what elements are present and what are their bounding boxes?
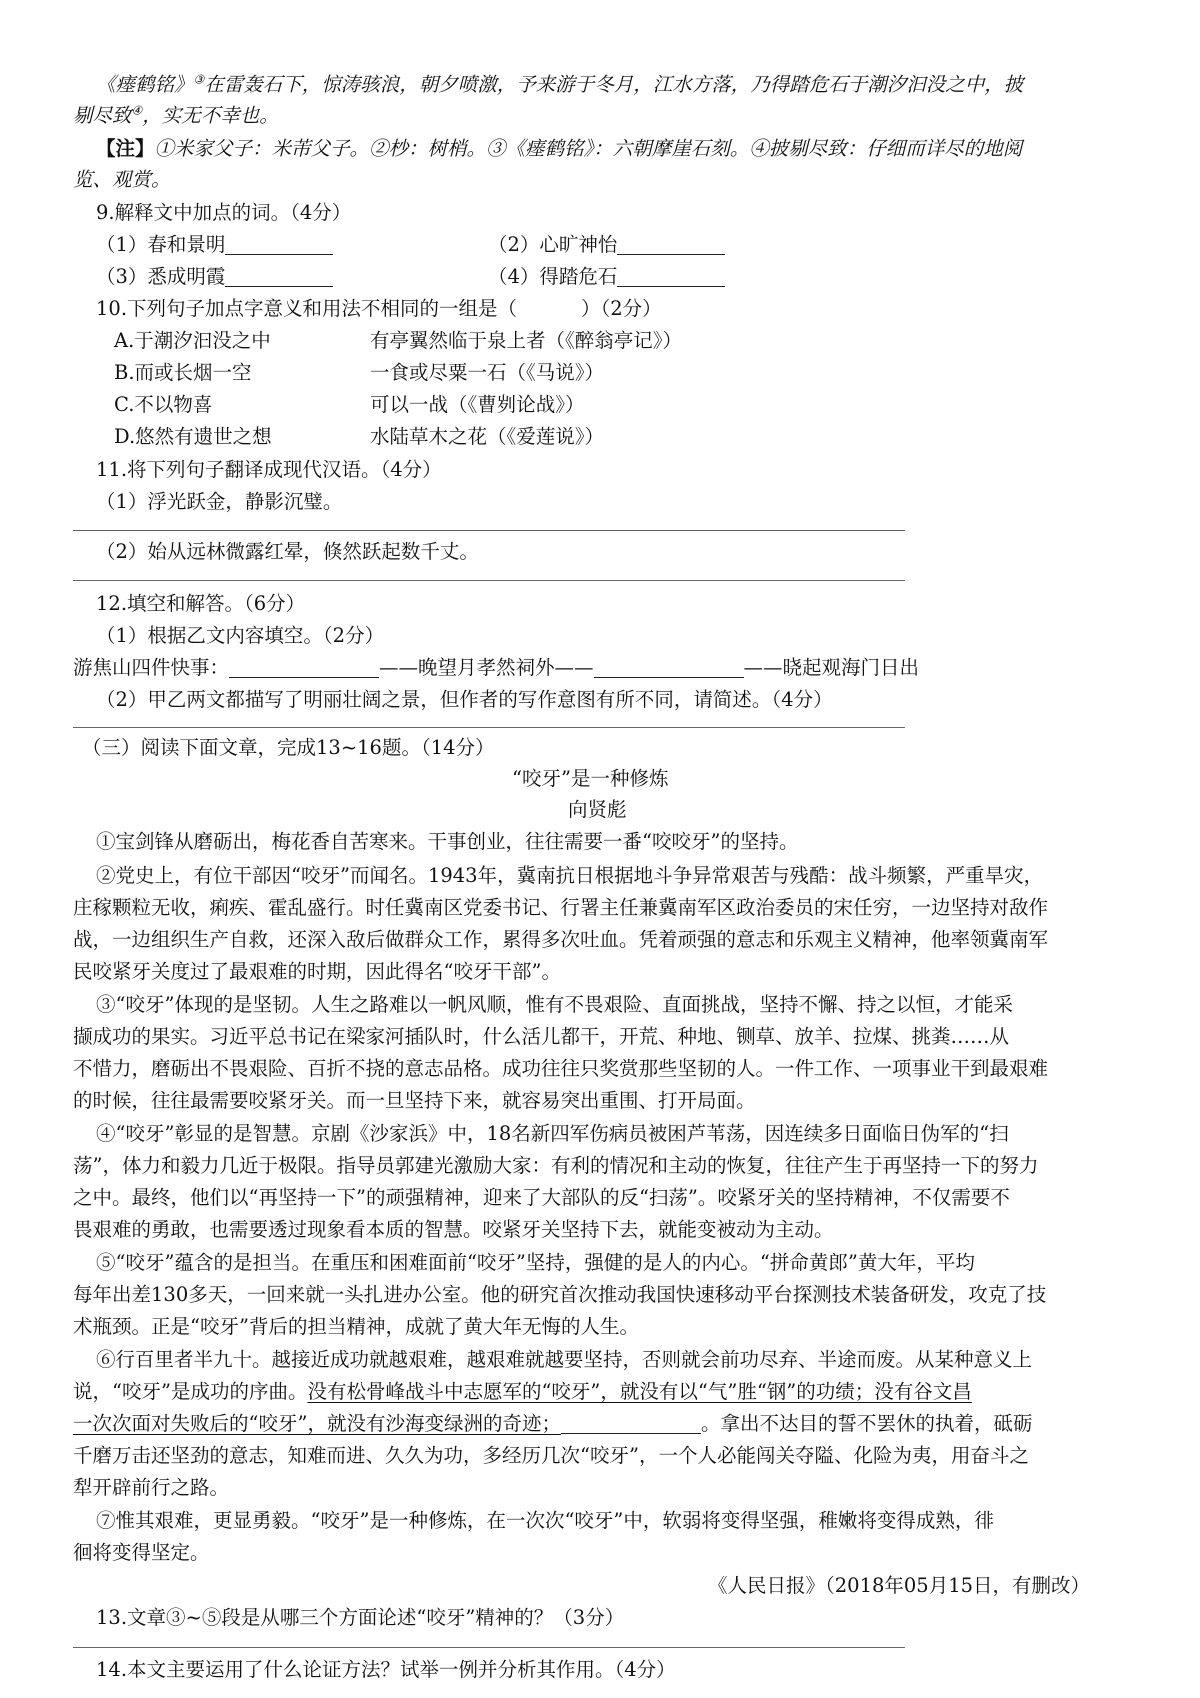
article-p6-line: 千磨万击还坚劲的意志，知难而进、久久为功，多经历几次“咬牙”，一个人必能闯关夺隘、化险为夷，用奋斗之 — [73, 1444, 1029, 1467]
q10-option-d-left: D.悠然有遗世之想 — [114, 425, 272, 448]
q13-answer-line[interactable] — [73, 1647, 905, 1648]
q9-answer-blank-1[interactable] — [225, 232, 333, 255]
article-p6-line: 说，“咬牙”是成功的序曲。没有松骨峰战斗中志愿军的“咬牙”，就没有以“气”胜“钢”的功绩；没有谷文昌 — [73, 1380, 972, 1403]
q10-option-a-right: 有亭翼然临于泉上者（《醉翁亭记》） — [370, 329, 683, 352]
article-p5-line: ⑤“咬牙”蕴含的是担当。在重压和困难面前“咬牙”坚持，强健的是人的内心。“拼命黄郎”黄大年，平均 — [96, 1251, 975, 1274]
q9-item-1: （1）春和景明 — [96, 230, 333, 260]
q9-answer-blank-3[interactable] — [225, 264, 333, 287]
article-author: 向贤彪 — [568, 798, 627, 821]
notes-line-2: 览、观赏。 — [73, 168, 171, 191]
article-p3-line: ③“咬牙”体现的是坚韧。人生之路难以一帆风顺，惟有不畏艰险、直面挑战，坚持不懈、持之以恒，才能采 — [96, 993, 1013, 1016]
article-p4-line: 荡”，体力和毅力几近于极限。指导员郭建光激励大家：有利的情况和主动的恢复，往往产生于再坚持一下的努力 — [73, 1154, 1039, 1177]
q9-answer-blank-2[interactable] — [617, 232, 725, 255]
q11-sentence-1: （1）浮光跃金，静影沉璧。 — [96, 490, 343, 513]
article-p3-line: 不惜力，磨砺出不畏艰险、百折不挠的意志品格。成功往往只奖赏那些坚韧的人。一件工作、一项事业干到最艰难 — [73, 1057, 1049, 1080]
q10-option-b-right: 一食或尽粟一石（《马说》） — [370, 361, 605, 384]
article-p2-line: 战，一边组织生产自救，还深入敌后做群众工作，累得多次吐血。凭着顽强的意志和乐观主义精神，他率领冀南军 — [73, 928, 1049, 951]
article-p7-line: ⑦惟其艰难，更显勇毅。“咬牙”是一种修炼，在一次次“咬牙”中，软弱将变得坚强，稚嫩将变得成熟，徘 — [96, 1509, 994, 1532]
q9-item-3: （3）悉成明霞 — [96, 262, 333, 292]
q10-option-c-left: C.不以物喜 — [114, 393, 213, 416]
imitation-sentence-blank[interactable] — [561, 1411, 701, 1434]
article-p4-line: 畏艰难的勇敢，也需要透过现象看本质的智慧。咬紧牙关坚持下去，就能变被动为主动。 — [73, 1218, 834, 1241]
q12-fill-line: 游焦山四件快事： ——晚望月孝然祠外—— ——晓起观海门日出 — [73, 656, 920, 679]
underlined-sentence: 一次次面对失败后的“咬牙”，就没有沙海变绿洲的奇迹； — [73, 1412, 561, 1435]
article-p4-line: ④“咬牙”彰显的是智慧。京剧《沙家浜》中，18名新四军伤病员被困芦苇荡，因连续多日面临日伪军的“扫 — [96, 1122, 1009, 1145]
article-p6-line: 一次次面对失败后的“咬牙”，就没有沙海变绿洲的奇迹； 。拿出不达目的誓不罢休的执着，砥砺 — [73, 1412, 1033, 1435]
q12-stem: 12.填空和解答。（6分） — [96, 592, 306, 615]
q11-answer-line-2[interactable] — [73, 580, 905, 581]
article-p3-line: 撷成功的果实。习近平总书记在梁家河插队时，什么活儿都干，开荒、种地、铡草、放羊、拉煤、挑粪……从 — [73, 1025, 1010, 1048]
article-p3-line: 的时候，往往最需要咬紧牙关。而一旦坚持下来，就容易突出重围、打开局面。 — [73, 1089, 756, 1112]
article-p5-line: 术瓶颈。正是“咬牙”背后的担当精神，成就了黄大年无悔的人生。 — [73, 1315, 639, 1338]
q11-stem: 11.将下列句子翻译成现代汉语。（4分） — [96, 458, 442, 481]
passage-line-1: 《瘗鹤铭》③在雷轰石下，惊涛骇浪，朝夕喷激，予来游于冬月，江水方落，乃得踏危石于潮汐汩没之中，披 — [96, 72, 1024, 96]
section-3-heading: （三）阅读下面文章，完成13~16题。（14分） — [82, 736, 495, 759]
q9-answer-blank-4[interactable] — [617, 264, 725, 287]
article-p7-line: 徊将变得坚定。 — [73, 1541, 210, 1564]
q12-sub-1: （1）根据乙文内容填空。（2分） — [96, 624, 385, 647]
notes-line-1: 【注】①米家父子：米芾父子。②杪：树梢。③《瘗鹤铭》：六朝摩崖石刻。④披剔尽致：仔细而详尽的地阅 — [96, 137, 1023, 160]
article-p5-line: 每年出差130多天，一回来就一头扎进办公室。他的研究首次推动我国快速移动平台探测技术装备研发，攻克了技 — [73, 1283, 1047, 1306]
q10-stem: 10.下列句子加点字意义和用法不相同的一组是（ ）（2分） — [96, 297, 662, 320]
q12-sub-2: （2）甲乙两文都描写了明丽壮阔之景，但作者的写作意图有所不同，请简述。（4分） — [96, 688, 833, 711]
article-p2-line: 庄稼颗粒无收，痢疾、霍乱盛行。时任冀南区党委书记、行署主任兼冀南军区政治委员的宋任穷，一边坚持对敌作 — [73, 896, 1049, 919]
article-title: “咬牙”是一种修炼 — [512, 767, 669, 790]
article-p2-line: ②党史上，有位干部因“咬牙”而闻名。1943年，冀南抗日根据地斗争异常艰苦与残酷：战斗频繁，严重旱灾， — [96, 864, 1044, 887]
passage-line-2: 剔尽致④，实无不幸也。 — [73, 103, 279, 127]
q10-option-c-right: 可以一战（《曹刿论战》） — [370, 393, 585, 416]
article-p6-line: ⑥行百里者半九十。越接近成功就越艰难，越艰难就越要坚持，否则就会前功尽弃、半途而废。从某种意义上 — [96, 1348, 1033, 1371]
q9-item-2: （2）心旷神怡 — [488, 230, 725, 260]
q10-option-d-right: 水陆草木之花（《爱莲说》） — [370, 425, 605, 448]
q14-stem: 14.本文主要运用了什么论证方法？试举一例并分析其作用。（4分） — [96, 1658, 676, 1681]
q9-item-4: （4）得踏危石 — [488, 262, 725, 292]
article-source: 《人民日报》（2018年05月15日，有删改） — [708, 1574, 1091, 1597]
q10-option-b-left: B.而或长烟一空 — [114, 361, 252, 384]
q12-fill-blank-2[interactable] — [594, 655, 744, 678]
q13-stem: 13.文章③~⑤段是从哪三个方面论述“咬牙”精神的？（3分） — [96, 1606, 625, 1629]
underlined-sentence: 没有松骨峰战斗中志愿军的“咬牙”，就没有以“气”胜“钢”的功绩；没有谷文昌 — [307, 1380, 972, 1403]
article-p2-line: 民咬紧牙关度过了最艰难的时期，因此得名“咬牙干部”。 — [73, 960, 561, 983]
article-p6-line: 犁开辟前行之路。 — [73, 1476, 230, 1499]
q11-sentence-2: （2）始从远林微露红晕，倏然跃起数千丈。 — [96, 540, 479, 563]
article-p1: ①宝剑锋从磨砺出，梅花香自苦寒来。干事创业，往往需要一番“咬咬牙”的坚持。 — [96, 830, 799, 853]
q12-fill-blank-1[interactable] — [229, 655, 379, 678]
q9-stem: 9.解释文中加点的词。（4分） — [96, 201, 352, 224]
q11-answer-line-1[interactable] — [73, 530, 905, 531]
q12-answer-line[interactable] — [73, 727, 905, 728]
q10-option-a-left: A.于潮汐汩没之中 — [114, 329, 271, 352]
article-p4-line: 之中。最终，他们以“再坚持一下”的顽强精神，迎来了大部队的反“扫荡”。咬紧牙关的坚持精神，不仅需要不 — [73, 1186, 1010, 1209]
